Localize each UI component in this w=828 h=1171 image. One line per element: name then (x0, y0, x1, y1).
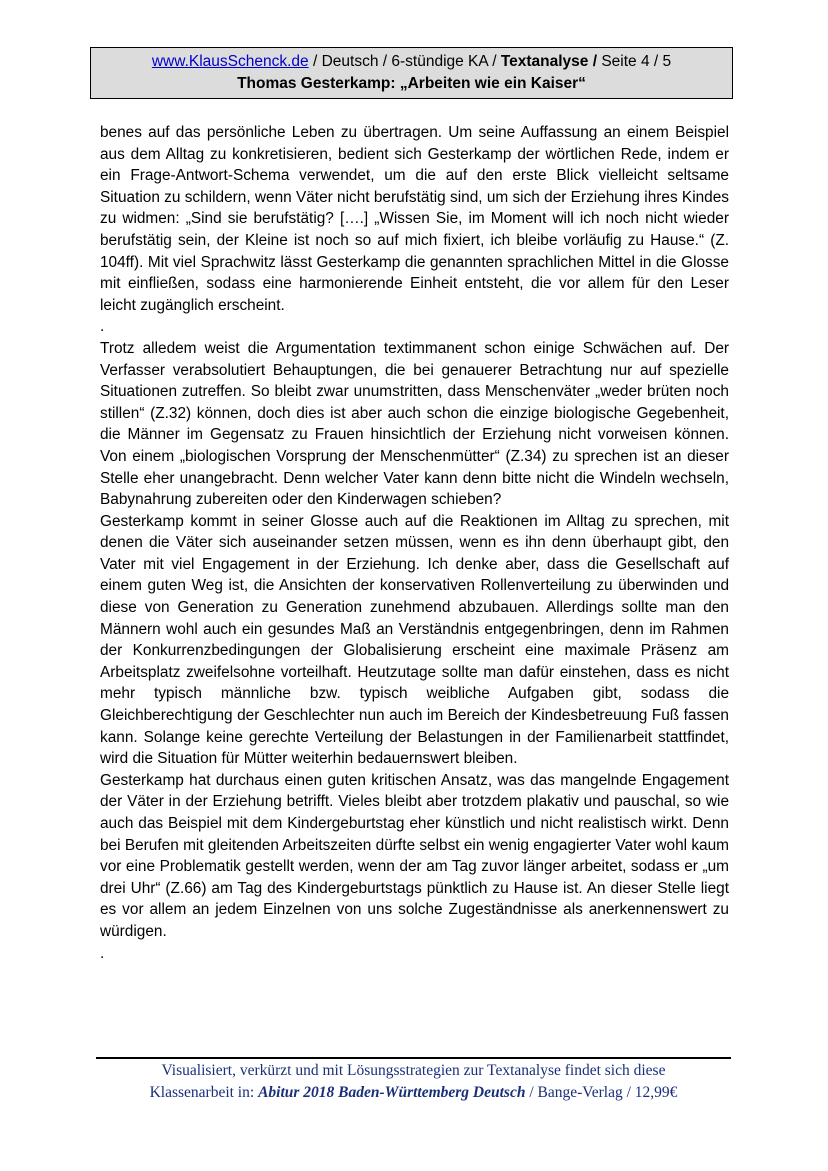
document-title: Thomas Gesterkamp: „Arbeiten wie ein Kaiser“ (237, 75, 586, 92)
paragraph-1: benes auf das persönliche Leben zu übertragen. Um seine Auffassung an einem Beispiel aus dem Alltag zu konkretisieren, bedient sich Gesterkamp der wörtlichen Rede, indem er ein Frage-Antwort-Schema verwendet, um die auf den erste Blick vielleicht seltsame Situation zu schildern, wenn Väter nicht berufstätig sind, um sich der Erziehung ihres Kindes zu widmen: „Sind sie berufstätig? [….] „Wissen Sie, im Moment will ich noch nicht wieder berufstätig sein, der Kleine ist noch so auf mich fixiert, ich bleibe vorläufig zu Hause.“ (Z. 104ff). Mit viel Sprachwitz lässt Gesterkamp die genannten sprachlichen Mittel in die Glosse mit einfließen, sodass eine harmonierende Einheit entsteht, die vor allem für den Leser leicht zugänglich erscheint. (100, 124, 729, 314)
separator-dot-1: . (100, 318, 105, 336)
footer-line-2 (96, 1082, 731, 1104)
header-page-number: Seite 4 / 5 (597, 53, 672, 70)
footer-prefix: Klassenarbeit in: (149, 1084, 259, 1101)
page-footer (96, 1060, 731, 1104)
paragraph-3: Gesterkamp kommt in seiner Glosse auch auf die Reaktionen im Alltag zu sprechen, mit denen die Väter sich auseinander setzen müssen, wenn es ihn denn überhaupt gibt, den Vater mit viel Engagement in der Erziehung. Ich denke aber, dass die Gesellschaft auf einem guten Weg ist, die Ansichten der konservativen Rollenverteilung zu überwinden und diese von Generation zu Generation zunehmend abzubauen. Allerdings sollte man den Männern wohl auch ein gesundes Maß an Verständnis entgegenbringen, denn im Rahmen der Konkurrenzbedingungen der Globalisierung erscheint eine maximale Präsenz am Arbeitsplatz zweifelsohne vorteilhaft. Heutzutage sollte man dafür einstehen, dass es nicht mehr typisch männliche bzw. typisch weibliche Aufgaben gibt, sodass die Gleichberechtigung der Geschlechter nun auch im Bereich der Kindesbetreuung Fuß fassen kann. Solange keine gerechte Verteilung der Belastungen in der Familienarbeit stattfindet, wird die Situation für Mütter weiterhin bedauernswert bleiben. (100, 512, 729, 768)
essay-body (100, 122, 729, 964)
book-title: Abitur 2018 Baden-Württemberg Deutsch (258, 1084, 526, 1101)
footer-suffix: / Bange-Verlag / 12,99€ (525, 1084, 678, 1101)
page-header (90, 47, 733, 99)
header-line-2 (91, 73, 732, 95)
paragraph-4: Gesterkamp hat durchaus einen guten kritischen Ansatz, was das mangelnde Engagement der Väter in der Erziehung betrifft. Vieles bleibt aber trotzdem plakativ und pauschal, so wie auch das Beispiel mit dem Kindergeburtstag eher künstlich und nicht realistisch wirkt. Denn bei Berufen mit gleitenden Arbeitszeiten dürfte selbst ein wenig engagierter Vater wohl kaum vor eine Problematik gestellt werden, wenn der am Tag zuvor länger arbeitet, sodass er „um drei Uhr“ (Z.66) am Tag des Kindergeburtstags pünktlich zu Hause ist. An dieser Stelle liegt es vor allem an jedem Einzelnen von uns solche Zugeständnisse als anerkennenswert zu würdigen. (100, 771, 729, 940)
footer-divider (96, 1057, 731, 1059)
header-path: / Deutsch / 6-stündige KA / (308, 53, 501, 70)
header-section: Textanalyse / (500, 53, 598, 70)
header-line-1 (91, 51, 732, 73)
separator-dot-2: . (100, 944, 105, 962)
site-link[interactable]: www.KlausSchenck.de (151, 53, 309, 70)
footer-line-1: Visualisiert, verkürzt und mit Lösungsstrategien zur Textanalyse findet sich diese (161, 1062, 666, 1079)
paragraph-2: Trotz alledem weist die Argumentation textimmanent schon einige Schwächen auf. Der Verfasser verabsolutiert Behauptungen, die bei genauerer Betrachtung nur auf spezielle Situationen zutreffen. So bleibt zwar unumstritten, dass Menschenväter „weder brüten noch stillen“ (Z.32) können, doch dies ist aber auch schon die einzige biologische Gegebenheit, die Männer im Gegensatz zu Frauen hinsichtlich der Erziehung nicht vorweisen können. Von einem „biologischen Vorsprung der Menschenmütter“ (Z.34) zu sprechen ist an dieser Stelle eher unangebracht. Denn welcher Vater kann denn bitte nicht die Windeln wechseln, Babynahrung zubereiten oder den Kinderwagen schieben? (100, 339, 729, 509)
